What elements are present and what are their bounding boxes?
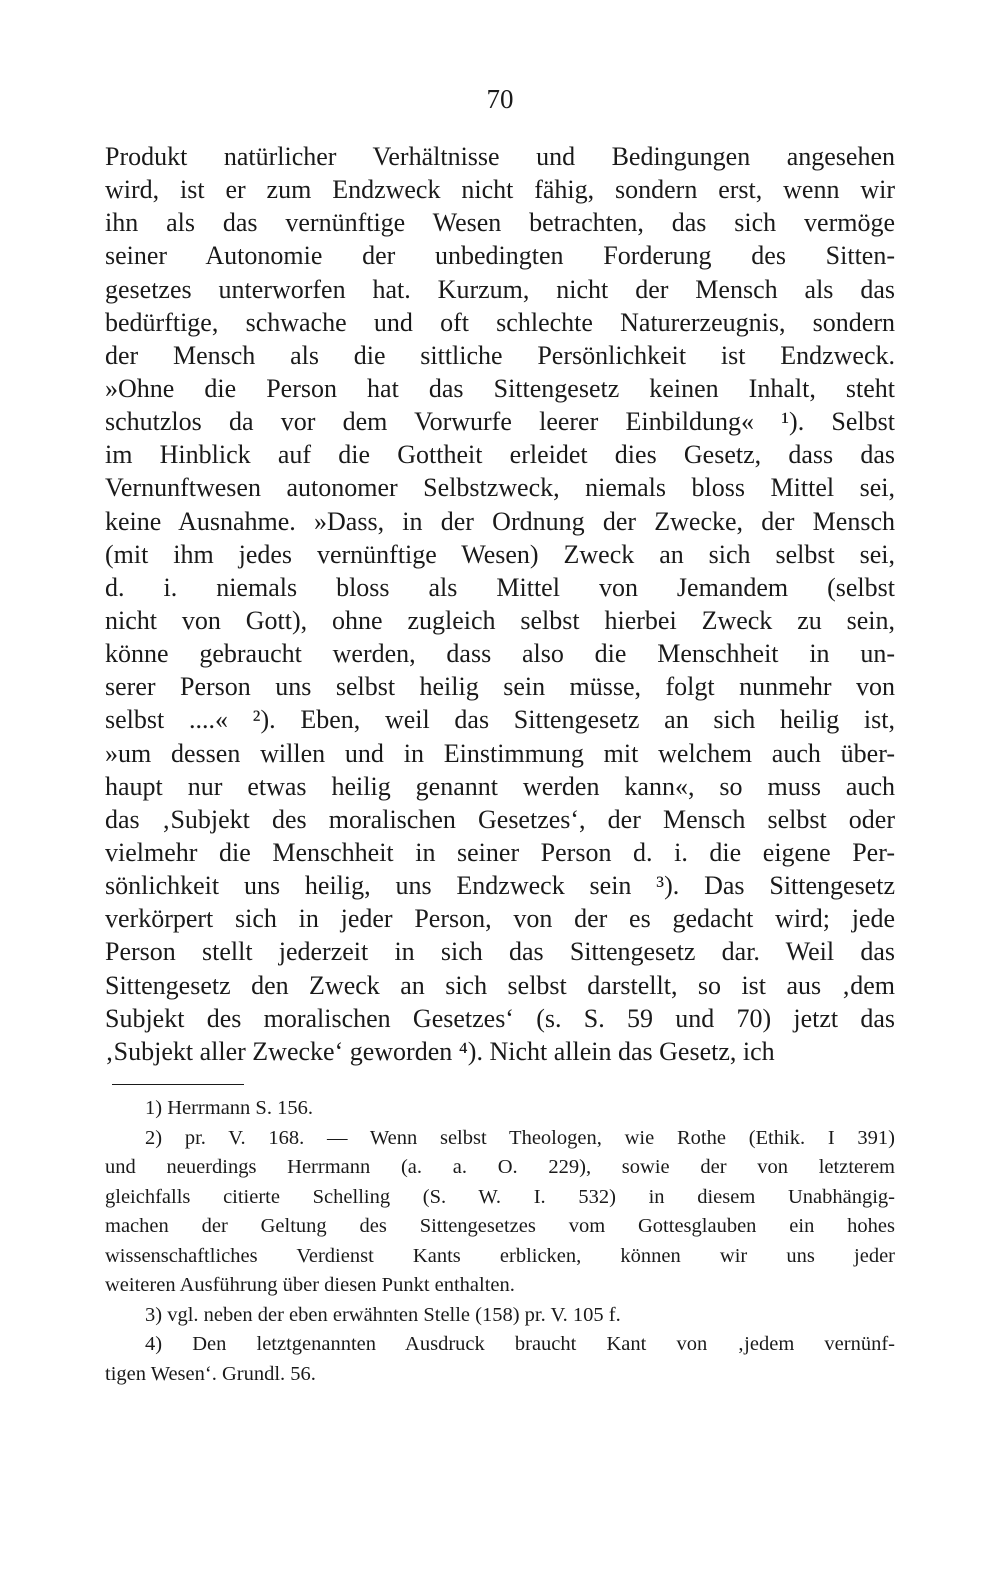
body-line: seiner Autonomie der unbedingten Forderung des Sitten- [105,241,895,271]
body-line: der Mensch als die sittliche Persönlichkeit ist Endzweck. [105,340,895,370]
body-line: nicht von Gott), ohne zugleich selbst hierbei Zweck zu sein, [105,605,895,635]
body-line: selbst ....« ²). Eben, weil das Sittengesetz an sich heilig ist, [105,705,895,735]
body-line: Subjekt des moralischen Gesetzes‘ (s. S. 59 und 70) jetzt das [105,1003,895,1033]
body-line: gesetzes unterworfen hat. Kurzum, nicht der Mensch als das [105,274,895,304]
body-line: Produkt natürlicher Verhältnisse und Bedingungen angesehen [105,142,895,171]
body-line: Sittengesetz den Zweck an sich selbst darstellt, so ist aus ‚dem [105,970,895,1000]
body-line: bedürftige, schwache und oft schlechte Naturerzeugnis, sondern [105,307,895,337]
footnote-line: machen der Geltung des Sittengesetzes vom Gottesglauben ein hohes [105,1215,895,1237]
body-line: das ‚Subjekt des moralischen Gesetzes‘, der Mensch selbst oder [105,804,895,834]
footnote-line: 1) Herrmann S. 156. [145,1097,313,1119]
footnote-line: wissenschaftliches Verdienst Kants erblicken, können wir uns jeder [105,1244,895,1267]
page-number: 70 [486,84,514,114]
footnote-line: weiteren Ausführung über diesen Punkt enthalten. [105,1274,515,1296]
body-line: ihn als das vernünftige Wesen betrachten, das sich vermöge [105,208,895,238]
body-line: vielmehr die Menschheit in seiner Person d. i. die eigene Per- [105,837,895,867]
body-text [105,140,895,1068]
footnote-4 [105,1330,895,1389]
footnotes [105,1094,895,1389]
body-line: könne gebraucht werden, dass also die Menschheit in un- [105,639,895,669]
footnote-1 [105,1094,895,1124]
body-line: haupt nur etwas heilig genannt werden kann«, so muss auch [105,771,895,801]
body-line: (mit ihm jedes vernünftige Wesen) Zweck an sich selbst sei, [105,539,895,569]
footnote-line: 4) Den letztgenannten Ausdruck braucht Kant von ‚jedem vernünf- [145,1333,895,1355]
body-line: Vernunftwesen autonomer Selbstzweck, niemals bloss Mittel sei, [105,473,895,503]
body-line: d. i. niemals bloss als Mittel von Jemandem (selbst [105,572,895,602]
body-line: im Hinblick auf die Gottheit erleidet dies Gesetz, dass das [105,440,895,470]
footnote-line: 2) pr. V. 168. — Wenn selbst Theologen, wie Rothe (Ethik. I 391) [145,1126,895,1149]
body-line: schutzlos da vor dem Vorwurfe leerer Einbildung« ¹). Selbst [105,407,895,437]
body-line: »Ohne die Person hat das Sittengesetz keinen Inhalt, steht [105,373,895,403]
footnote-3 [105,1301,895,1331]
footnote-separator [112,1084,244,1085]
body-line: wird, ist er zum Endzweck nicht fähig, sondern erst, wenn wir [105,175,895,205]
body-line: keine Ausnahme. »Dass, in der Ordnung der Zwecke, der Mensch [105,506,895,536]
body-line: serer Person uns selbst heilig sein müsse, folgt nunmehr von [105,672,895,702]
footnote-line: und neuerdings Herrmann (a. a. O. 229), sowie der von letzterem [105,1156,895,1178]
footnote-line: 3) vgl. neben der eben erwähnten Stelle (158) pr. V. 105 f. [145,1303,621,1326]
footnote-2 [105,1124,895,1301]
body-line: ‚Subjekt aller Zwecke‘ geworden ⁴). Nicht allein das Gesetz, ich [105,1036,775,1066]
footnote-line: gleichfalls citierte Schelling (S. W. I. 532) in diesem Unabhängig- [105,1185,895,1208]
body-line: verkörpert sich in jeder Person, von der es gedacht wird; jede [105,904,895,934]
body-line: sönlichkeit uns heilig, uns Endzweck sein ³). Das Sittengesetz [105,871,895,901]
body-line: »um dessen willen und in Einstimmung mit welchem auch über- [105,738,895,768]
footnote-line: tigen Wesen‘. Grundl. 56. [105,1362,316,1385]
body-line: Person stellt jederzeit in sich das Sittengesetz dar. Weil das [105,937,895,967]
